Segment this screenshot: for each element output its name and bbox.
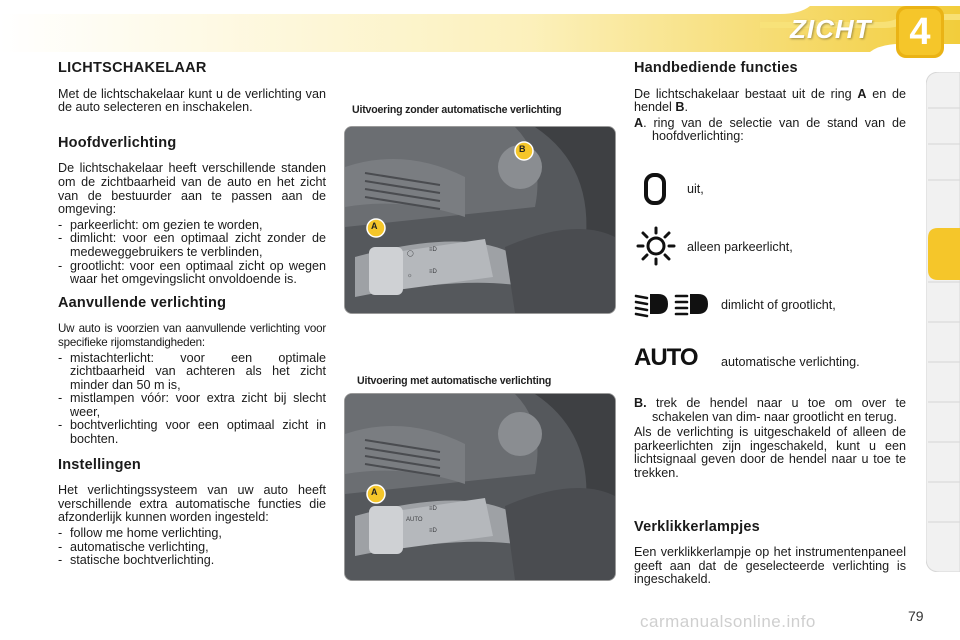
list-item: - dimlicht: voor een optimaal zicht zonder de medeweggebruikers te verblinden, bbox=[58, 232, 326, 259]
label-a-text: A bbox=[371, 221, 378, 231]
chapter-number: 4 bbox=[909, 11, 931, 53]
list-item: - mistachterlicht: voor een optimale zichtbaarheid van achteren als het zicht minder dan 50 m is, bbox=[58, 352, 326, 393]
svg-text:≡D: ≡D bbox=[429, 528, 437, 534]
list-item: - bochtverlichting voor een optimaal zicht in bochten. bbox=[58, 419, 326, 446]
auto-lights-label: automatische verlichting. bbox=[721, 355, 860, 369]
section-title-hoofdverlichting: Hoofdverlichting bbox=[58, 134, 177, 151]
dipped-high-beam-label: dimlicht of grootlicht, bbox=[721, 298, 836, 312]
svg-text:≡D: ≡D bbox=[429, 247, 437, 253]
section-title-handbediende-functies: Handbediende functies bbox=[634, 60, 798, 76]
right-column bbox=[634, 62, 906, 144]
list-item: - statische bochtverlichting. bbox=[58, 554, 326, 568]
list-item: - mistlampen vóór: voor extra zicht bij slecht weer, bbox=[58, 392, 326, 419]
intro-text-mid: en de hendel bbox=[634, 86, 906, 115]
tab-strip-graphic bbox=[926, 72, 960, 572]
page-number: 79 bbox=[908, 608, 924, 624]
section-title-verklikkerlampjes: Verklikkerlampjes bbox=[634, 518, 760, 535]
stalk-auto-label: AUTO bbox=[406, 517, 423, 523]
active-chapter-tab[interactable] bbox=[926, 228, 960, 280]
dipped-high-beam-icon bbox=[634, 290, 714, 318]
figure-caption-with-auto: Uitvoering met automatische verlichting bbox=[357, 375, 552, 387]
label-a-text-bottom: A bbox=[371, 487, 378, 497]
chapter-title: ZICHT bbox=[790, 14, 872, 44]
parking-light-label: alleen parkeerlicht, bbox=[687, 240, 793, 254]
lever-b-text: trek de hendel naar u toe om over te schakelen van dim- naar grootlicht en terug. bbox=[646, 396, 906, 424]
svg-text:≡D: ≡D bbox=[429, 506, 437, 512]
ring-a-paragraph bbox=[634, 117, 906, 144]
parking-light-icon bbox=[636, 226, 676, 266]
ring-lever-paragraph bbox=[634, 88, 906, 115]
lever-label: B bbox=[675, 100, 685, 115]
left-column bbox=[58, 62, 326, 568]
warning-lamp-paragraph: Een verklikkerlampje op het instrumentenpaneel geeft aan dat de geselecteerde verlichting is ingeschakeld. bbox=[634, 545, 906, 587]
settings-list bbox=[58, 527, 326, 568]
section-title-lichtschakelaar: LICHTSCHAKELAAR bbox=[58, 60, 207, 76]
settings-paragraph: Het verlichtingssysteem van uw auto heeft verschillende extra automatische functies die afzonderlijk kunnen worden ingesteld: bbox=[58, 483, 326, 525]
active-tab-graphic bbox=[926, 228, 960, 280]
label-b-text: B bbox=[519, 144, 526, 154]
main-lighting-paragraph: De lichtschakelaar heeft verschillende standen om de zichtbaarheid van de auto en het zicht van de bestuurder aan te passen aan de omgeving: bbox=[58, 161, 326, 217]
lights-off-icon bbox=[642, 172, 670, 206]
chapter-header-band bbox=[0, 0, 960, 62]
ring-a-label: A bbox=[634, 115, 644, 130]
intro-text: De lichtschakelaar bestaat uit de ring bbox=[634, 86, 858, 101]
section-title-instellingen: Instellingen bbox=[58, 456, 141, 473]
intro-paragraph: Met de lichtschakelaar kunt u de verlichting van de auto selecteren en inschakelen. bbox=[58, 86, 326, 115]
list-item: - automatische verlichting, bbox=[58, 541, 326, 555]
list-item: - follow me home verlichting, bbox=[58, 527, 326, 541]
svg-text:≡D: ≡D bbox=[429, 269, 437, 275]
headlight-flash-paragraph: Als de verlichting is uitgeschakeld of alleen de parkeerlichten zijn ingeschakeld, kunt u een lichtsignaal geven door de hendel naar u toe te trekken. bbox=[634, 425, 906, 480]
lever-b-label: B. bbox=[634, 396, 647, 410]
list-item: - parkeerlicht: om gezien te worden, bbox=[58, 219, 326, 233]
extra-lighting-paragraph: Uw auto is voorzien van aanvullende verlichting voor specifieke rijomstandigheden: bbox=[58, 322, 326, 349]
figure-caption-without-auto: Uitvoering zonder automatische verlichting bbox=[352, 104, 562, 116]
intro-text-end: . bbox=[684, 100, 688, 115]
ring-a-text: . ring van de selectie van de stand van de hoofdverlichting: bbox=[643, 115, 906, 144]
extra-lighting-list bbox=[58, 352, 326, 447]
chapter-tab-strip[interactable] bbox=[926, 72, 960, 572]
lever-b-paragraph bbox=[634, 397, 906, 424]
list-item: - grootlicht: voor een optimaal zicht op wegen waar het omgevingslicht onvoldoende is. bbox=[58, 260, 326, 287]
section-title-aanvullende-verlichting: Aanvullende verlichting bbox=[58, 294, 227, 311]
right-column-lower bbox=[634, 397, 906, 587]
lights-off-label: uit, bbox=[687, 182, 704, 196]
svg-text:◯: ◯ bbox=[407, 251, 414, 257]
ring-label: A bbox=[857, 86, 867, 101]
watermark: carmanualsonline.info bbox=[640, 612, 816, 631]
svg-text:☼: ☼ bbox=[407, 273, 413, 279]
main-lighting-list bbox=[58, 219, 326, 287]
auto-lights-icon: AUTO bbox=[634, 344, 698, 371]
